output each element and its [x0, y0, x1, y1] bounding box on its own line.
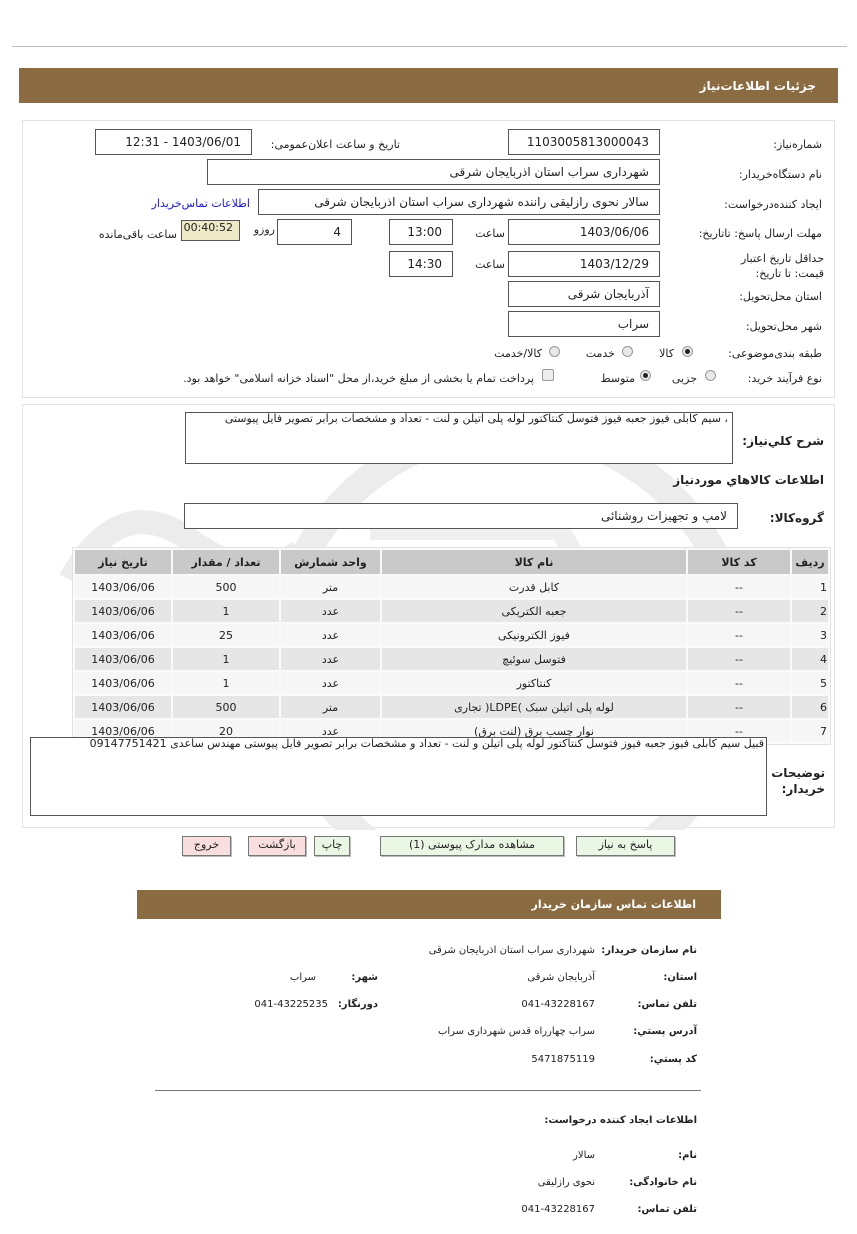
cell-goods-name: کابل قدرت [382, 576, 686, 598]
group-label: گروه‌کالا: [769, 511, 824, 525]
cell-need-date: 1403/06/06 [75, 624, 171, 646]
summary-field[interactable]: ، سیم کابلی فیوز جعبه فیوز فتوسل کنتاکتور لوله پلی اتیلن و لنت - تعداد و مشخصات برابر تصویر فایل پیوستی [185, 412, 733, 464]
cell-row-number: 6 [792, 696, 828, 718]
back-button[interactable]: بازگشت [248, 836, 306, 856]
creator-info-title: اطلاعات ایجاد کننده درخواست: [544, 1115, 697, 1126]
validity-label: حداقل تاریخ اعتبار قیمت: تا تاریخ: [740, 252, 824, 280]
family-value: نحوی رازلیقی [537, 1177, 595, 1188]
name-value: سالار [573, 1150, 595, 1161]
address-value: سراب چهارراه قدس شهرداری سراب [437, 1026, 595, 1037]
cell-row-number: 4 [792, 648, 828, 670]
cell-quantity: 20 [173, 720, 279, 742]
cell-row-number: 2 [792, 600, 828, 622]
cell-quantity: 1 [173, 600, 279, 622]
phone-label: تلفن تماس: [637, 999, 697, 1010]
need-number-field[interactable]: 1103005813000043 [508, 129, 660, 155]
cell-quantity: 1 [173, 672, 279, 694]
table-header-row [75, 550, 828, 574]
cell-row-number: 1 [792, 576, 828, 598]
cell-goods-name: جعبه الکتریکی [382, 600, 686, 622]
days-field[interactable]: 4 [277, 219, 352, 245]
reply-button[interactable]: پاسخ به نیاز [576, 836, 675, 856]
cell-goods-code: -- [688, 600, 790, 622]
province-field[interactable]: آذربایجان شرقی [508, 281, 660, 307]
creator-phone-label: تلفن تماس: [637, 1204, 697, 1215]
category-radio-goods-service[interactable] [549, 346, 560, 357]
table-row[interactable] [75, 672, 828, 694]
summary-label: شرح کلي‌نیاز: [742, 434, 824, 448]
postal-value: 5471875119 [531, 1054, 595, 1065]
cell-goods-code: -- [688, 576, 790, 598]
cell-goods-code: -- [688, 648, 790, 670]
payment-note: پرداخت تمام یا بخشی از مبلغ خرید،از محل "اسناد خزانه اسلامی" خواهد بود. [183, 372, 534, 385]
contact-divider [155, 1090, 701, 1091]
contact-province-label: استان: [663, 972, 697, 983]
city-label: شهر محل‌تحویل: [745, 320, 822, 333]
category-radio-goods[interactable] [682, 346, 693, 357]
goods-table [72, 547, 831, 745]
process-radio-partial[interactable] [705, 370, 716, 381]
remaining-timer: 00:40:52 [181, 220, 240, 241]
postal-label: کد پستي: [649, 1054, 697, 1065]
phone-value: 041-43228167 [521, 999, 595, 1010]
category-option-goods: کالا [659, 347, 674, 360]
creator-label: ایجاد کننده‌درخواست: [724, 198, 822, 211]
address-label: آدرس پستي: [633, 1026, 697, 1037]
buyer-contact-link[interactable]: اطلاعات تماس‌خریدار [151, 197, 250, 210]
contact-header [137, 890, 721, 919]
cell-need-date: 1403/06/06 [75, 600, 171, 622]
cell-goods-name: کنتاکتور [382, 672, 686, 694]
family-label: نام خانوادگی: [629, 1177, 697, 1188]
name-label: نام: [678, 1150, 697, 1161]
table-row[interactable] [75, 696, 828, 718]
cell-unit: متر [281, 576, 380, 598]
need-number-label: شماره‌نیاز: [773, 138, 822, 151]
cell-need-date: 1403/06/06 [75, 696, 171, 718]
exit-button[interactable]: خروج [182, 836, 231, 856]
process-radio-medium[interactable] [640, 370, 651, 381]
header-title: جزئیات اطلاعات‌نیاز [699, 78, 816, 93]
contact-province-value: آذربایجان شرقی [527, 972, 595, 983]
announce-label: تاریخ و ساعت اعلان‌عمومی: [270, 138, 400, 151]
top-divider [12, 46, 847, 47]
cell-row-number: 7 [792, 720, 828, 742]
cell-row-number: 3 [792, 624, 828, 646]
validity-date-field[interactable]: 1403/12/29 [508, 251, 660, 277]
cell-goods-name: لوله پلی اتیلن سبک )LDPE( تجاری [382, 696, 686, 718]
goods-table-wrap [72, 547, 831, 745]
remaining-label: ساعت باقی‌مانده [98, 228, 177, 241]
org-label: نام سازمان خریدار: [601, 945, 697, 956]
table-row[interactable] [75, 576, 828, 598]
col-date: تاریخ نیاز [75, 550, 171, 574]
cell-need-date: 1403/06/06 [75, 648, 171, 670]
table-row[interactable] [75, 624, 828, 646]
category-label: طبقه بندی‌موضوعی: [728, 347, 822, 360]
deadline-hour-label: ساعت [475, 227, 505, 240]
table-row[interactable] [75, 648, 828, 670]
cell-need-date: 1403/06/06 [75, 720, 171, 742]
process-option-partial: جزیی [671, 372, 697, 385]
category-option-service: خدمت [585, 347, 615, 360]
cell-unit: متر [281, 696, 380, 718]
cell-quantity: 25 [173, 624, 279, 646]
cell-goods-name: فیوز الکترونیکی [382, 624, 686, 646]
cell-need-date: 1403/06/06 [75, 576, 171, 598]
cell-goods-code: -- [688, 624, 790, 646]
col-code: کد کالا [688, 550, 790, 574]
cell-unit: عدد [281, 672, 380, 694]
group-field[interactable]: لامپ و تجهیزات روشنائی [184, 503, 738, 529]
validity-time-field[interactable]: 14:30 [389, 251, 453, 277]
col-row: ردیف [792, 550, 828, 574]
table-row[interactable] [75, 600, 828, 622]
buyer-field[interactable]: شهرداری سراب استان اذربایجان شرقی [207, 159, 660, 185]
cell-unit: عدد [281, 624, 380, 646]
contact-title: اطلاعات تماس سازمان خریدار [531, 898, 696, 911]
deadline-time-field[interactable]: 13:00 [389, 219, 453, 245]
section-header [19, 68, 838, 103]
col-name: نام کالا [382, 550, 686, 574]
cell-goods-name: نوار چسب برق (لنت برق) [382, 720, 686, 742]
notes-field[interactable]: قبیل سیم کابلی فیوز جعبه فیوز فتوسل کنتاکتور لوله پلی اتیلن و لنت - تعداد و مشخصات برابر تصویر فایل پیوستی مهندس ساعدی 09147751421 [30, 737, 767, 816]
cell-goods-code: -- [688, 696, 790, 718]
treasury-checkbox[interactable] [542, 369, 554, 381]
attachments-button[interactable]: مشاهده مدارک پیوستی (1) [380, 836, 564, 856]
days-label: روزو [253, 223, 275, 236]
col-unit: واحد شمارش [281, 550, 380, 574]
cell-unit: عدد [281, 720, 380, 742]
category-radio-service[interactable] [622, 346, 633, 357]
buyer-label: نام دستگاه‌خریدار: [738, 168, 822, 181]
category-option-goods-service: کالا/خدمت [494, 347, 542, 360]
creator-field[interactable]: سالار نحوی رازلیقی راننده شهرداری سراب استان اذربایجان شرقی [258, 189, 660, 215]
col-qty: تعداد / مقدار [173, 550, 279, 574]
cell-quantity: 500 [173, 696, 279, 718]
city-field[interactable]: سراب [508, 311, 660, 337]
cell-quantity: 500 [173, 576, 279, 598]
cell-need-date: 1403/06/06 [75, 672, 171, 694]
goods-title: اطلاعات کالاهاي موردنیاز [673, 473, 824, 487]
contact-city-value: سراب [289, 972, 316, 983]
notes-label: توضیحات خریدار: [771, 766, 825, 796]
cell-row-number: 5 [792, 672, 828, 694]
cell-goods-code: -- [688, 672, 790, 694]
cell-unit: عدد [281, 648, 380, 670]
creator-phone-value: 041-43228167 [521, 1204, 595, 1215]
process-label: نوع فرآیند خرید: [747, 372, 822, 385]
cell-goods-name: فتوسل سوئیچ [382, 648, 686, 670]
fax-value: 041-43225235 [254, 999, 328, 1010]
validity-hour-label: ساعت [475, 258, 505, 271]
announce-field[interactable]: 1403/06/01 - 12:31 [95, 129, 252, 155]
province-label: استان محل‌تحویل: [739, 290, 822, 303]
print-button[interactable]: چاپ [314, 836, 350, 856]
cell-quantity: 1 [173, 648, 279, 670]
cell-goods-code: -- [688, 720, 790, 742]
contact-city-label: شهر: [351, 972, 378, 983]
process-option-medium: متوسط [600, 372, 635, 385]
deadline-date-field[interactable]: 1403/06/06 [508, 219, 660, 245]
deadline-label: مهلت ارسال پاسخ: تاتاریخ: [698, 227, 822, 240]
fax-label: دورنگار: [337, 999, 378, 1010]
cell-unit: عدد [281, 600, 380, 622]
org-value: شهرداری سراب استان اذربایجان شرقی [428, 945, 595, 956]
